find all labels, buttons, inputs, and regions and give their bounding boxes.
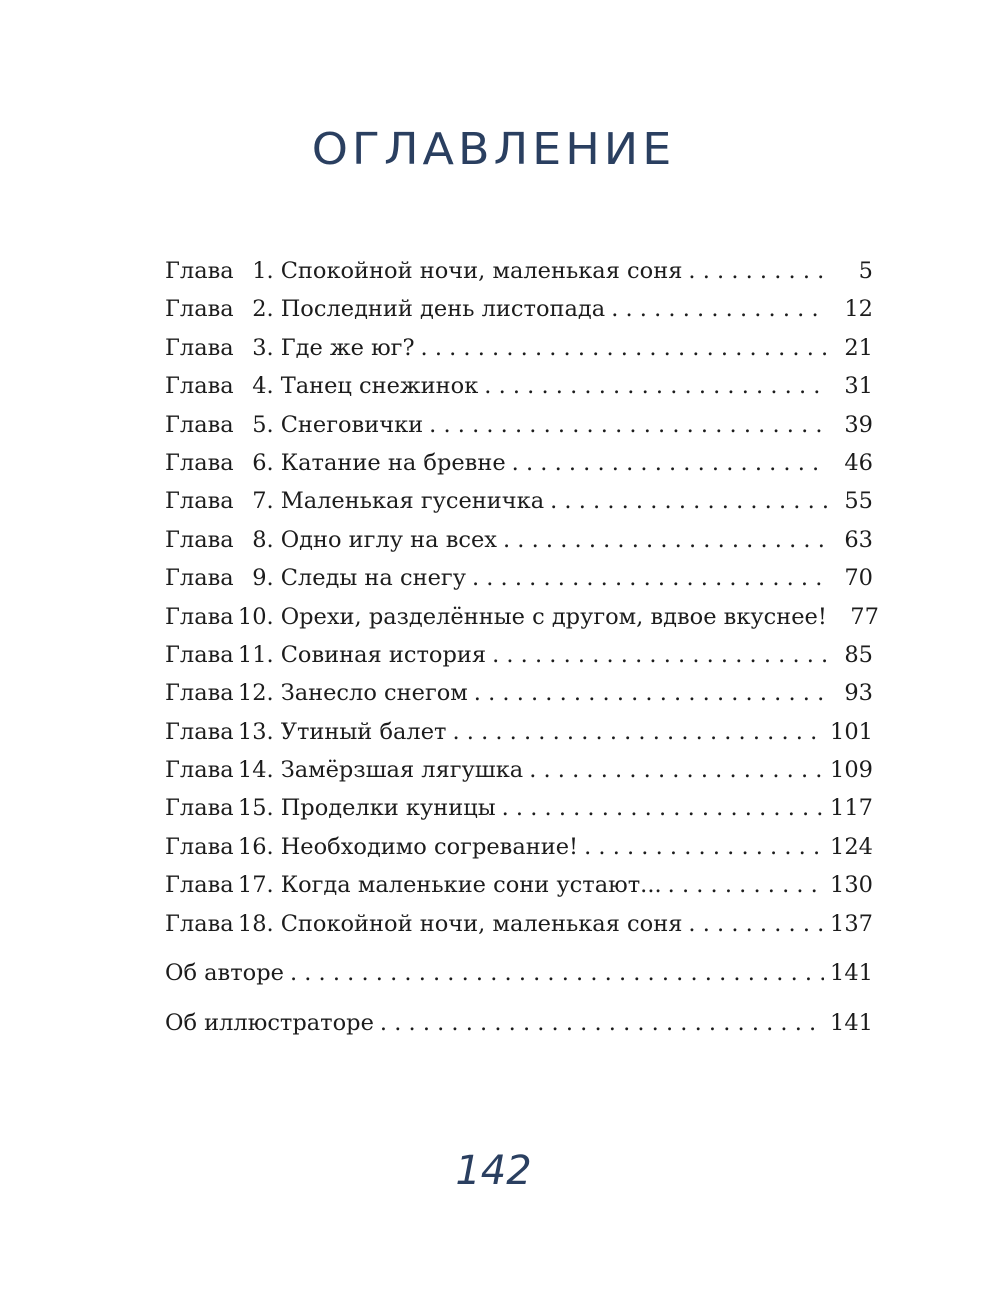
chapter-number: 2.	[252, 296, 274, 323]
toc-row	[165, 367, 873, 405]
page-number: 39	[844, 411, 873, 438]
folio-page-number: 142	[455, 1148, 532, 1194]
chapter-word: Глава	[165, 603, 234, 630]
chapter-title: Совиная история	[280, 641, 487, 668]
chapter-number: 6.	[252, 449, 274, 476]
page-number: 141	[830, 960, 873, 987]
dot-leader	[380, 1004, 824, 1042]
chapter-title: Утиный балет	[280, 718, 447, 745]
chapter-word: Глава	[165, 718, 234, 745]
toc-row	[165, 329, 873, 367]
chapter-number: 10.	[237, 603, 274, 630]
chapter-title: Замёрзшая лягушка	[280, 757, 524, 784]
toc-row-about-illustrator	[165, 1004, 873, 1042]
chapter-number: 14.	[237, 757, 274, 784]
dot-leader	[492, 636, 827, 674]
chapter-title: Последний день листопада	[280, 296, 606, 323]
dot-leader	[502, 789, 824, 827]
chapter-title: Спокойной ночи, маленькая соня	[280, 258, 683, 284]
page-number: 70	[844, 565, 873, 592]
dot-leader	[668, 866, 824, 904]
chapter-number: 5.	[252, 411, 274, 438]
toc-row	[165, 713, 873, 751]
table-of-contents	[165, 252, 879, 1043]
page-number: 141	[830, 1010, 873, 1037]
page-number: 117	[830, 795, 873, 822]
toc-row	[165, 751, 873, 789]
page-number: 46	[844, 449, 873, 476]
chapter-title: Маленькая гусеничка	[280, 488, 545, 515]
page-number: 130	[830, 872, 873, 899]
dot-leader	[290, 954, 824, 992]
chapter-word: Глава	[165, 411, 234, 438]
dot-leader	[474, 674, 827, 712]
page-number: 31	[844, 373, 873, 400]
dot-leader	[503, 521, 827, 559]
chapter-word: Глава	[165, 641, 234, 668]
chapter-word: Глава	[165, 680, 234, 707]
chapter-title: Когда маленькие сони устают...	[280, 872, 662, 899]
chapter-number: 15.	[237, 795, 274, 822]
chapter-number: 3.	[252, 334, 274, 361]
chapter-word: Глава	[165, 833, 234, 860]
chapter-number: 4.	[252, 373, 274, 400]
page-number: 77	[850, 603, 879, 630]
dot-leader	[421, 329, 827, 367]
chapter-title: Танец снежинок	[280, 373, 479, 400]
toc-row	[165, 482, 873, 520]
dot-leader	[484, 367, 827, 405]
toc-row	[165, 521, 873, 559]
toc-row	[165, 828, 873, 866]
dot-leader	[584, 828, 824, 866]
chapter-word: Глава	[165, 757, 234, 784]
toc-row	[165, 866, 873, 904]
dot-leader	[550, 482, 827, 520]
dot-leader	[611, 290, 827, 328]
chapter-word: Глава	[165, 258, 234, 284]
chapter-number: 9.	[252, 565, 274, 592]
toc-row	[165, 444, 873, 482]
page-number: 12	[844, 296, 873, 323]
chapter-word: Глава	[165, 449, 234, 476]
chapter-title: Спокойной ночи, маленькая соня	[280, 910, 683, 937]
toc-row	[165, 789, 873, 827]
page-number: 63	[844, 526, 873, 553]
chapter-number: 16.	[237, 833, 274, 860]
toc-row-about-author	[165, 954, 873, 992]
chapter-title: Необходимо согревание!	[280, 833, 579, 860]
dot-leader	[688, 905, 824, 943]
chapter-number: 13.	[237, 718, 274, 745]
chapter-word: Глава	[165, 373, 234, 400]
toc-row	[165, 674, 873, 712]
page-number: 85	[844, 641, 873, 668]
toc-row	[165, 636, 873, 674]
page-number: 21	[844, 334, 873, 361]
section-title: Об авторе	[165, 960, 284, 987]
chapter-number: 11.	[237, 641, 274, 668]
page-number: 55	[844, 488, 873, 515]
chapter-word: Глава	[165, 872, 234, 899]
chapter-title: Следы на снегу	[280, 565, 466, 592]
chapter-word: Глава	[165, 795, 234, 822]
chapter-title: Снеговички	[280, 411, 424, 438]
page-number: 124	[830, 833, 873, 860]
chapter-word: Глава	[165, 526, 234, 553]
chapter-word: Глава	[165, 910, 234, 937]
page-number: 93	[844, 680, 873, 707]
chapter-word: Глава	[165, 334, 234, 361]
chapter-number: 12.	[237, 680, 274, 707]
chapter-number: 18.	[237, 910, 274, 937]
chapter-number: 17.	[237, 872, 274, 899]
toc-row	[165, 559, 873, 597]
section-title: Об иллюстраторе	[165, 1010, 374, 1037]
chapter-word: Глава	[165, 296, 234, 323]
page-number: 101	[830, 718, 873, 745]
chapter-title: Одно иглу на всех	[280, 526, 497, 553]
dot-leader	[429, 406, 827, 444]
chapter-title: Проделки куницы	[280, 795, 496, 822]
chapter-word: Глава	[165, 565, 234, 592]
chapter-word: Глава	[165, 488, 234, 515]
toc-row	[165, 290, 873, 328]
dot-leader	[688, 252, 827, 290]
page-number: 5	[858, 258, 873, 284]
chapter-title: Орехи, разделённые с другом, вдвое вкуснее!	[280, 603, 827, 630]
chapter-number: 1.	[252, 258, 274, 284]
dot-leader	[529, 751, 824, 789]
toc-row	[165, 252, 873, 290]
dot-leader	[452, 713, 824, 751]
toc-row	[165, 905, 873, 943]
toc-row	[165, 406, 873, 444]
chapter-number: 7.	[252, 488, 274, 515]
chapter-title: Где же юг?	[280, 334, 415, 361]
dot-leader	[512, 444, 827, 482]
chapter-title: Занесло снегом	[280, 680, 468, 707]
toc-row	[165, 598, 879, 636]
chapter-number: 8.	[252, 526, 274, 553]
page-number: 137	[830, 910, 873, 937]
dot-leader	[472, 559, 827, 597]
chapter-title: Катание на бревне	[280, 449, 506, 476]
page-number: 109	[830, 757, 873, 784]
page-title: ОГЛАВЛЕНИЕ	[311, 123, 676, 175]
